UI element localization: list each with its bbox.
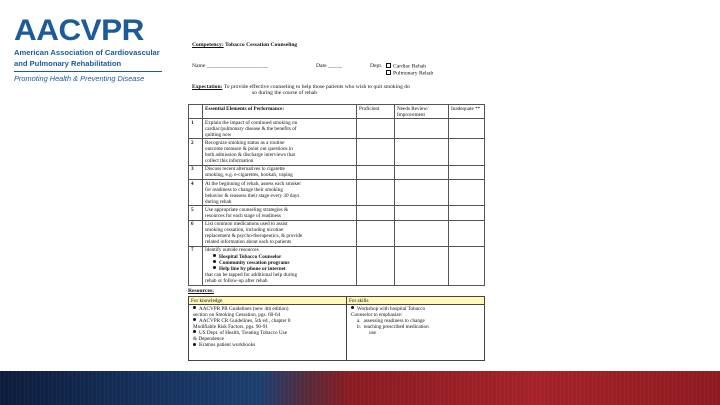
- description-line: smoking, e.g. e-cigarettes, hookah, vaping: [205, 172, 293, 179]
- description-line: that can be tapped for additional help during: [205, 271, 298, 278]
- description-line: behavior & reassess their stage every 30 days: [205, 192, 300, 199]
- competency-label: Competency:: [192, 42, 224, 48]
- rating-cell: [357, 220, 395, 246]
- knowledge-item: Kramos patient workbooks: [191, 342, 344, 348]
- expectation-text1: To provide effective counseling to help those patients who wish to quit smoking do: [223, 84, 410, 90]
- element-description: [203, 206, 357, 220]
- skills-intro: Workshop with hospital Tobacco: [349, 306, 482, 312]
- knowledge-list: [189, 305, 347, 361]
- bullet-icon: [213, 260, 216, 263]
- rating-cell: [449, 180, 485, 206]
- rating-cell: [357, 119, 395, 139]
- resource-subitem: Community cessation programs: [205, 260, 354, 266]
- date-field: Date _____: [316, 63, 342, 69]
- bullet-icon: [193, 318, 196, 321]
- description-line: Recognize smoking status as a routine: [205, 139, 285, 146]
- resource-subitem: Help line by phone or internet: [205, 266, 354, 272]
- knowledge-item: & Dependence: [193, 336, 224, 343]
- bullet-icon: [213, 254, 216, 257]
- row-number: 3: [189, 165, 203, 179]
- description-line: related information about each to patients: [205, 239, 292, 246]
- rating-cell: [395, 246, 449, 285]
- description-line: Identify outside resources: [205, 247, 259, 254]
- rating-cell: [357, 180, 395, 206]
- row-number: 4: [189, 180, 203, 206]
- skills-item: use: [369, 329, 376, 336]
- rating-cell: [449, 220, 485, 246]
- rating-cell: [449, 119, 485, 139]
- description-line: resources for each stage of readiness: [205, 213, 281, 219]
- description-line: Explain the impact of continued smoking on: [205, 119, 298, 126]
- skills-item: assessing readiness to change: [363, 317, 425, 324]
- element-description: [203, 165, 357, 179]
- bullet-icon: [351, 306, 354, 309]
- dept-label: Dept.: [370, 63, 383, 69]
- dept-option-pulmonary: Pulmonary Rehab: [386, 70, 433, 77]
- table-header: Proficient: [357, 105, 395, 119]
- logo-wordmark: AACVPR: [14, 14, 144, 47]
- rating-cell: [449, 246, 485, 285]
- bullet-icon: [193, 306, 196, 309]
- footer-band-texture: [0, 371, 720, 405]
- description-line: Use appropriate counseling strategies &: [205, 206, 288, 213]
- rating-cell: [357, 206, 395, 220]
- skills-item: a.: [357, 317, 361, 324]
- skills-intro: Counselor to emphasize:: [351, 311, 403, 318]
- rating-cell: [395, 165, 449, 179]
- competency-value: Tobacco Cessation Counseling: [225, 42, 298, 48]
- description-line: for readiness to change their smoking: [205, 186, 283, 193]
- row-number: 1: [189, 119, 203, 139]
- row-number: 7: [189, 246, 203, 285]
- description-line: quitting now: [205, 131, 232, 138]
- description-line: outcome measure & point out questions in: [205, 146, 293, 153]
- knowledge-header: For knowledge: [189, 297, 347, 305]
- checkbox-icon: [386, 70, 391, 75]
- description-line: collect this information: [205, 158, 254, 165]
- table-header: Needs Review/ Improvement: [395, 105, 449, 119]
- element-description: [203, 246, 357, 285]
- skills-header: For skills: [347, 297, 485, 305]
- logo-tagline: Promoting Health & Preventing Disease: [14, 74, 145, 83]
- rating-cell: [395, 206, 449, 220]
- footer-band: [0, 371, 720, 405]
- bullet-icon: [213, 266, 216, 269]
- logo-divider: [14, 71, 162, 72]
- knowledge-item: AACVPR CR Guidelines, 5th ed., chapter 8: [191, 318, 344, 324]
- table-row: [189, 165, 485, 179]
- aacvpr-logo: [14, 16, 164, 83]
- competency-heading: [192, 42, 297, 48]
- element-description: [203, 119, 357, 139]
- rating-cell: [357, 139, 395, 165]
- description-line: replacement & psycho-therapeutics, & provide: [205, 233, 303, 240]
- logo-org-line2: and Pulmonary Rehabilitation: [14, 59, 122, 68]
- description-line: At the beginning of rehab, assess each smoker: [205, 180, 301, 187]
- knowledge-item: section on Smoking Cessation, pgs. 60-64: [193, 311, 281, 318]
- skills-item: teaching prescribed medication: [363, 323, 429, 330]
- row-number: 6: [189, 220, 203, 246]
- checkbox-icon: [386, 63, 391, 68]
- table-row: [189, 246, 485, 285]
- row-number: 5: [189, 206, 203, 220]
- description-line: smoking cessation, including nicotine: [205, 227, 284, 234]
- rating-cell: [395, 180, 449, 206]
- rating-cell: [449, 139, 485, 165]
- rating-cell: [395, 139, 449, 165]
- rating-cell: [449, 206, 485, 220]
- table-header: Essential Elements of Performance:: [203, 105, 357, 119]
- resources-table: [188, 296, 485, 361]
- description-line: rehab or follow-up after rehab: [205, 277, 268, 284]
- logo-org-line1: American Association of Cardiovascular: [14, 48, 160, 57]
- skills-list: [347, 305, 485, 361]
- element-description: [203, 139, 357, 165]
- description-line: List common medications used to assist: [205, 221, 288, 228]
- table-row: [189, 119, 485, 139]
- description-line: cardiac/pulmonary disease & the benefits of: [205, 125, 297, 132]
- knowledge-item: AACVPR PR Guidelines (new 4th edition): [191, 306, 344, 312]
- rating-cell: [395, 220, 449, 246]
- row-number: 2: [189, 139, 203, 165]
- knowledge-item: US Dept. of Health, Treating Tobacco Use: [191, 330, 344, 336]
- resources-title: Resources:: [188, 288, 214, 294]
- bullet-icon: [193, 330, 196, 333]
- element-description: [203, 180, 357, 206]
- description-line: both admission & discharge interviews that: [205, 152, 295, 159]
- table-header: [189, 105, 203, 119]
- bullet-icon: [193, 343, 196, 346]
- dept-option-cardiac: Cardiac Rehab: [386, 63, 426, 70]
- performance-table: [188, 104, 485, 286]
- element-description: [203, 220, 357, 246]
- table-row: [189, 139, 485, 165]
- expectation-line2: so during the course of rehab: [252, 90, 318, 96]
- rating-cell: [357, 165, 395, 179]
- rating-cell: [449, 165, 485, 179]
- table-header-row: [189, 105, 485, 119]
- skills-item: b.: [357, 323, 361, 330]
- description-line: Discuss recent alternatives to cigarette: [205, 166, 285, 173]
- name-field: Name ______________________: [192, 63, 269, 69]
- description-line: during rehab: [205, 198, 232, 205]
- resource-subitem: Hospital Tobacco Counselor: [205, 254, 354, 260]
- table-row: [189, 206, 485, 220]
- table-row: [189, 180, 485, 206]
- rating-cell: [395, 119, 449, 139]
- knowledge-item: Modifiable Risk Factors, pgs. 90-91: [193, 323, 268, 330]
- table-header: Inadequate **: [449, 105, 485, 119]
- rating-cell: [357, 246, 395, 285]
- expectation-label: Expectation:: [192, 84, 223, 90]
- table-row: [189, 220, 485, 246]
